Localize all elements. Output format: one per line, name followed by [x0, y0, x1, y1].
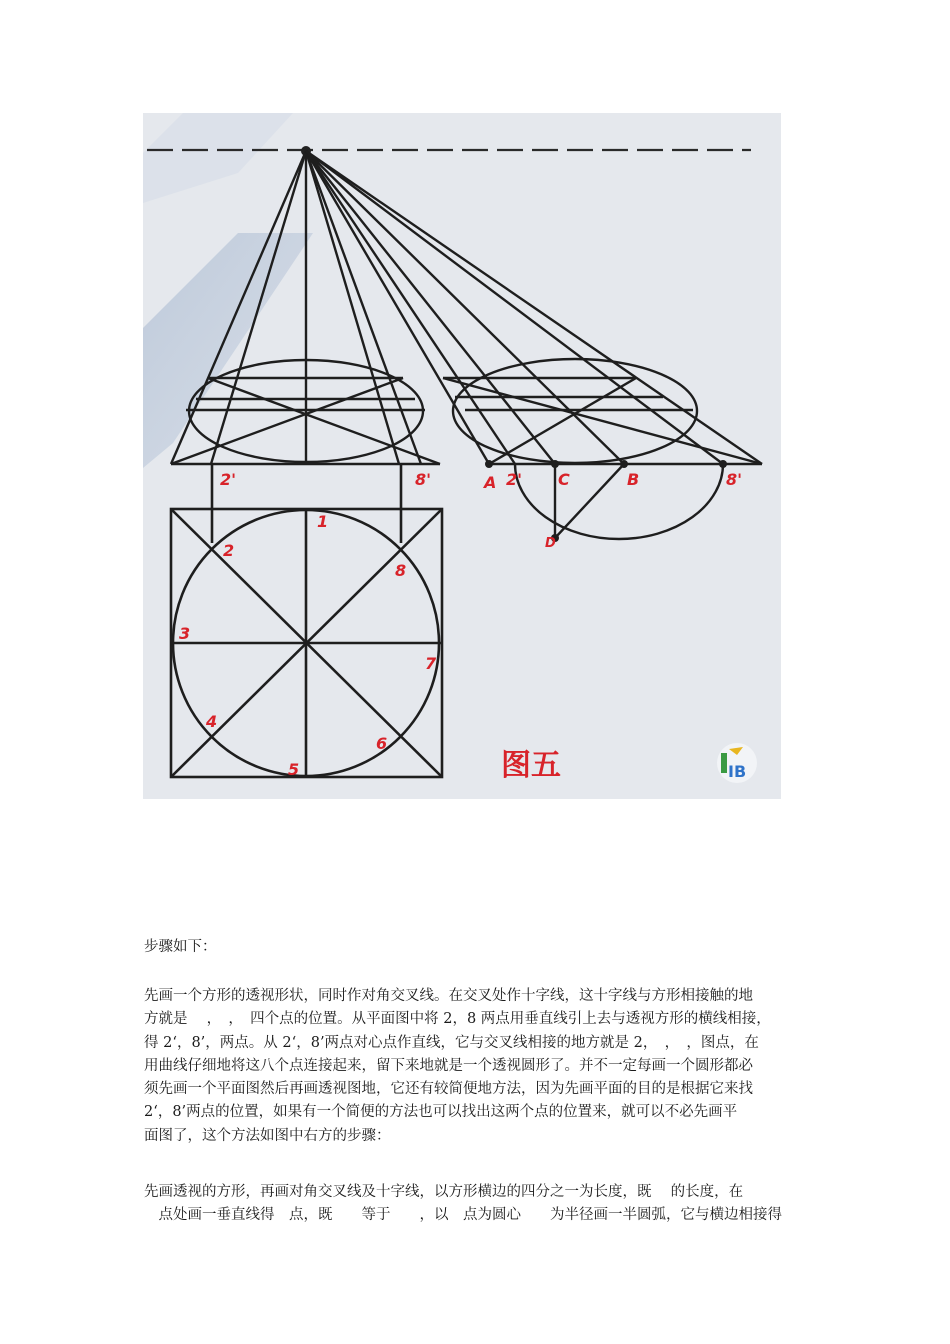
paragraph-method-1 [144, 985, 808, 1148]
paragraph-method-2 [144, 1181, 808, 1228]
paragraph-line: 点处画一垂直线得 点，既 等于 ，以 点为圆心 为半径画一半圆弧，它与横边相接得 [144, 1207, 782, 1224]
paragraph-line: 2‘，8’两点的位置，如果有一个简便的方法也可以找出这两个点的位置来，就可以不必先画平 [144, 1104, 738, 1121]
label-4: 4 [206, 712, 218, 731]
label-right-2prime: 2' [506, 470, 523, 489]
label-C: C [558, 470, 570, 489]
paragraph-line: 先画透视的方形，再画对角交叉线及十字线，以方形横边的四分之一为长度，既 的长度，在 [144, 1184, 744, 1200]
paragraph-line: 先画一个方形的透视形状，同时作对角交叉线。在交叉处作十字线，这十字线与方形相接触的地 [144, 988, 753, 1004]
logo-text: IB [728, 762, 747, 781]
paragraph-line: 得 2‘，8’，两点。从 2‘，8’两点对心点作直线，它与交叉线相接的地方就是 2， ， ，图点，在 [144, 1034, 759, 1051]
label-7: 7 [425, 654, 437, 673]
steps-heading: 步骤如下： [144, 939, 217, 955]
label-A: A [484, 473, 497, 492]
paragraph-line: 面图了，这个方法如图中右方的步骤： [144, 1127, 391, 1144]
watermark-logo [717, 743, 757, 783]
label-right-8prime: 8' [726, 470, 743, 489]
paper-background [143, 113, 781, 799]
perspective-circle-figure [143, 113, 781, 799]
label-3: 3 [179, 624, 191, 643]
paragraph-line: 用曲线仔细地将这八个点连接起来，留下来地就是一个透视圆形了。并不一定每画一个圆形都必 [144, 1057, 753, 1074]
paragraph-line: 须先画一个平面图然后再画透视图地，它还有较简便地方法，因为先画平面的目的是根据它来找 [144, 1081, 753, 1098]
label-5: 5 [288, 760, 300, 779]
label-D: D [545, 536, 556, 551]
label-B: B [627, 470, 640, 489]
label-2: 2 [223, 541, 235, 560]
label-2prime: 2' [220, 470, 237, 489]
label-1: 1 [317, 512, 329, 531]
figure-caption: 图五 [501, 748, 561, 783]
paragraph-line: 方就是 ， ， 四个点的位置。从平面图中将 2，8 两点用垂直线引上去与透视方形的横线相接， [144, 1011, 771, 1028]
label-6: 6 [376, 734, 388, 753]
label-8prime: 8' [415, 470, 432, 489]
label-8: 8 [395, 561, 407, 580]
